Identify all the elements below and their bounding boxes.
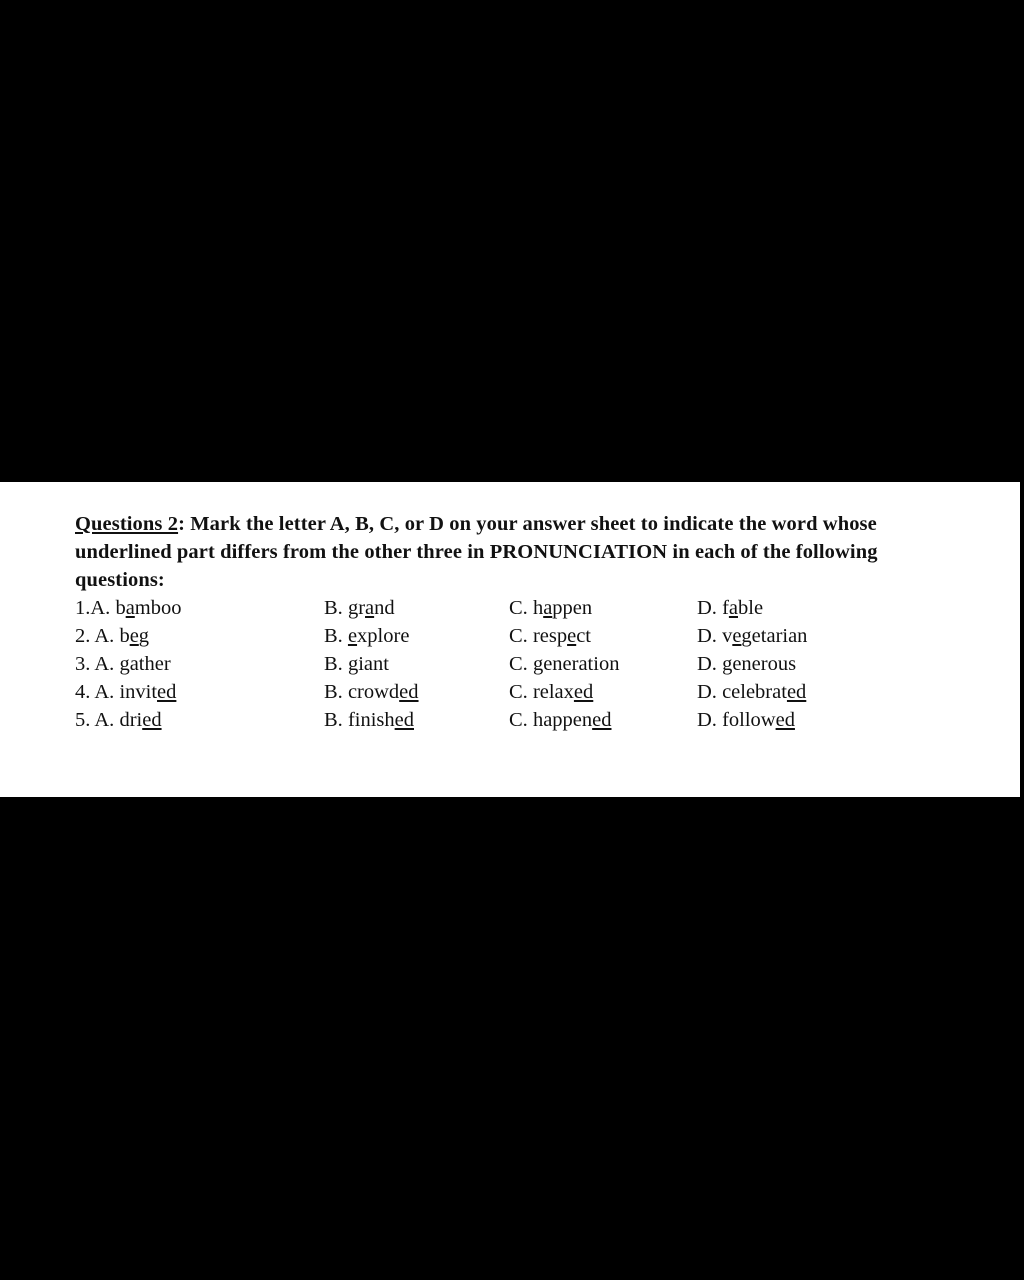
answer-options-list <box>75 594 975 734</box>
question-instruction <box>75 510 935 594</box>
option-2a: 2. A. beg <box>75 625 150 647</box>
worksheet-panel <box>0 482 1020 797</box>
option-4a: 4. A. invited <box>75 681 177 703</box>
option-3d: D. generous <box>697 653 797 675</box>
option-1a: 1.A. bamboo <box>75 597 182 619</box>
option-2b: B. explore <box>324 625 410 647</box>
question-row-5 <box>75 706 975 734</box>
option-2c: C. respect <box>509 625 591 647</box>
option-1c: C. happen <box>509 597 593 619</box>
option-3c: C. generation <box>509 653 620 675</box>
option-4c: C. relaxed <box>509 681 594 703</box>
question-row-3 <box>75 650 975 678</box>
question-row-2 <box>75 622 975 650</box>
option-2d: D. vegetarian <box>697 625 808 647</box>
option-1d: D. fable <box>697 597 764 619</box>
option-4b: B. crowded <box>324 681 419 703</box>
option-3b: B. giant <box>324 653 389 675</box>
option-1b: B. grand <box>324 597 395 619</box>
option-3a: 3. A. gather <box>75 653 171 675</box>
question-row-4 <box>75 678 975 706</box>
question-row-1 <box>75 594 975 622</box>
option-4d: D. celebrated <box>697 681 807 703</box>
option-5a: 5. A. dried <box>75 709 162 731</box>
option-5c: C. happened <box>509 709 612 731</box>
question-label: Questions 2 <box>75 513 179 535</box>
option-5b: B. finished <box>324 709 414 731</box>
question-text: : Mark the letter A, B, C, or D on your answer sheet to indicate the word whose underlined part differs from the other three in PRONUNCIATION in each of the following questions: <box>75 513 878 591</box>
option-5d: D. followed <box>697 709 795 731</box>
